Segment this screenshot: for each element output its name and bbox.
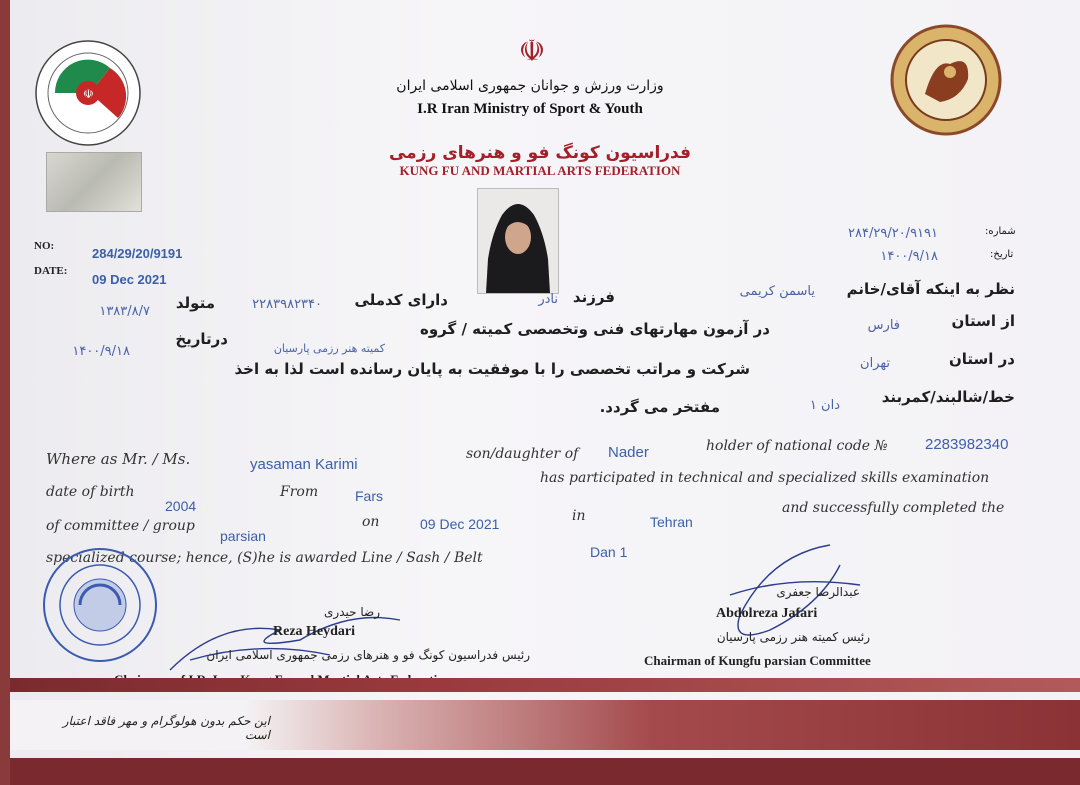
sig-right-title-en: Chairman of Kungfu parsian Committee	[644, 653, 871, 668]
iran-emblem-icon: ☫	[518, 34, 546, 69]
fa-l2-date: ۱۴۰۰/۹/۱۸	[72, 344, 130, 359]
fa-l4-text: مفتخر می گردد.	[599, 398, 720, 416]
en-from-label: From	[280, 484, 319, 500]
fa-l1-born: ۱۳۸۳/۸/۷	[99, 304, 150, 319]
sig-right-fa: عبدالرضا جعفری	[776, 585, 860, 599]
en-on-date: 09 Dec 2021	[420, 516, 500, 532]
certificate	[10, 0, 1080, 785]
fa-date-value: ۱۴۰۰/۹/۱۸	[880, 249, 938, 264]
sig-left-en: Reza Heydari	[273, 624, 356, 639]
fa-l2-exam: در آزمون مهارتهای فنی وتخصصی کمیته / گروه	[420, 320, 770, 338]
federation-english: KUNG FU AND MARTIAL ARTS FEDERATION	[399, 163, 681, 178]
sig-left-title-fa: رئیس فدراسیون کونگ فو و هنرهای رزمی جمهوری اسلامی ایران	[206, 648, 530, 662]
en-on-label: on	[362, 514, 380, 530]
en-dob-label: date of birth	[46, 484, 135, 500]
no-value: 284/29/20/9191	[92, 246, 183, 261]
fa-no-value: ۲۸۴/۲۹/۲۰/۹۱۹۱	[848, 226, 938, 241]
en-code: 2283982340	[925, 436, 1009, 453]
fa-l2-group: کمیته هنر رزمی پارسیان	[273, 342, 385, 355]
federation-stamp	[40, 545, 160, 665]
ministry-persian: وزارت ورزش و جوانان جمهوری اسلامی ایران	[396, 78, 664, 94]
sig-right-en: Abdolreza Jafari	[716, 606, 818, 621]
en-specialized: specialized course; hence, (S)he is awarded Line / Sash / Belt	[46, 550, 483, 566]
en-from: Fars	[355, 488, 383, 504]
federation-persian: فدراسیون کونگ فو و هنرهای رزمی	[388, 143, 692, 163]
fa-date-label: تاریخ:	[990, 249, 1014, 260]
fa-l1-born-label: متولد	[175, 294, 215, 312]
en-name: yasaman Karimi	[250, 456, 358, 473]
band-thin-top	[10, 678, 1080, 692]
fa-l1-father: نادر	[538, 292, 558, 307]
en-dan: Dan 1	[590, 544, 628, 560]
fa-l3-in-label: در استان	[948, 350, 1015, 368]
fa-l3-text: شرکت و مراتب تخصصی را با موفقیت به پایان رسانده است لذا به اخذ	[234, 360, 750, 378]
fa-l4-belt-label: خط/شالبند/کمربند	[881, 388, 1015, 406]
federation-logo-left	[30, 38, 146, 148]
fa-l1-child: فرزند	[572, 288, 615, 306]
fa-l1-name: یاسمن کریمی	[739, 284, 815, 299]
fa-l1-code-label: دارای کدملی	[354, 291, 448, 309]
sig-right-title-fa: رئیس کمیته هنر رزمی پارسیان	[716, 630, 870, 644]
date-value: 09 Dec 2021	[92, 272, 167, 287]
fa-l3-in: تهران	[860, 356, 890, 371]
en-committee-label: of committee / group	[46, 518, 195, 534]
en-committee: parsian	[220, 528, 266, 544]
no-label: NO:	[34, 240, 55, 252]
fa-l2-from: فارس	[867, 318, 900, 333]
en-father: Nader	[608, 444, 649, 461]
en-holder: holder of national code №	[706, 438, 888, 454]
holder-photo	[477, 188, 559, 294]
band-bottom	[10, 758, 1080, 785]
ministry-english: I.R Iran Ministry of Sport & Youth	[417, 101, 643, 117]
svg-text:☫: ☫	[83, 87, 94, 101]
footer-note: این حکم بدون هولوگرام و مهر فاقد اعتبار است	[62, 714, 270, 742]
fa-l1-prefix: نظر به اینکه آقای/خانم	[846, 280, 1015, 298]
en-participated: has participated in technical and specialized skills examination	[540, 470, 990, 486]
hologram-sticker	[46, 152, 142, 212]
date-label: DATE:	[34, 265, 68, 277]
left-border	[0, 0, 10, 785]
parsian-committee-logo	[890, 24, 1002, 136]
fa-l2-from-label: از استان	[951, 312, 1015, 330]
fa-l1-code: ۲۲۸۳۹۸۲۳۴۰	[252, 297, 322, 312]
fa-l2-date-label: درتاریخ	[175, 330, 228, 348]
sig-left-fa: رضا حیدری	[324, 605, 380, 619]
en-completed: and successfully completed the	[782, 500, 1005, 516]
en-dob: 2004	[165, 498, 197, 514]
en-son-daughter: son/daughter of	[466, 446, 579, 462]
fa-no-label: شماره:	[985, 226, 1016, 237]
en-in-label: in	[572, 508, 586, 524]
fa-l4-dan: دان ۱	[809, 398, 840, 413]
en-in-city: Tehran	[650, 514, 693, 530]
en-whereas: Where as Mr. / Ms.	[46, 450, 191, 468]
